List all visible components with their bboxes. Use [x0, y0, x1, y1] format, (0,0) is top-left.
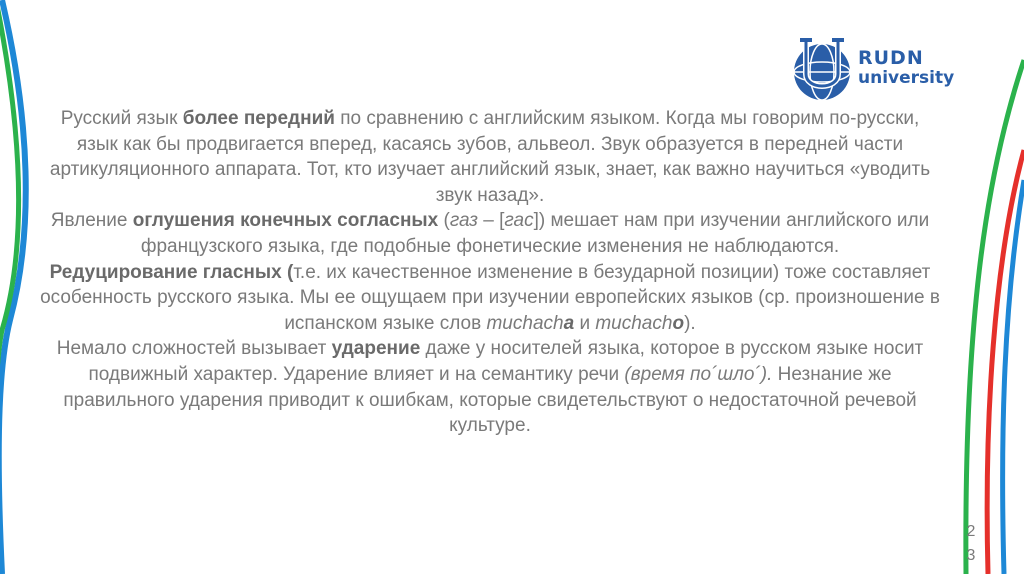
paragraph-1: Русский язык более передний по сравнению с английским языком. Когда мы говорим по-русски, язык как бы продвигается вперед, касаясь зубов, альвеол. Звук образуется в передней части артикуляционного аппарата. Тот, кто изучает английский язык, знает, как важно научиться «уводить звук назад». — [49, 108, 931, 206]
paragraph-3: Редуцирование гласных (т.е. их качественное изменение в безударной позиции) тоже составляет особенность русского языка. Мы ее ощущаем при изучении европейских языков (ср. произношение в испанском языке слов muchacha и muchacho). — [40, 261, 940, 334]
slide-body-text — [40, 106, 940, 439]
decorative-curves-left — [0, 0, 40, 574]
paragraph-4: Немало сложностей вызывает ударение даже у носителей языка, которое в русском языке носит подвижный характер. Ударение влияет и на семантику речи (время по´шло´). Незнание же правильного ударения приводит к ошибкам, которые свидетельствуют о недостаточной речевой культуре. — [56, 338, 924, 437]
rudn-logo — [792, 34, 992, 110]
logo-text-university: university — [858, 68, 955, 88]
paragraph-2: Явление оглушения конечных согласных (газ – [гас]) мешает нам при изучении английского или французского языка, где подобные фонетические изменения не наблюдаются. — [50, 210, 930, 257]
logo-text-rudn: RUDN — [858, 47, 924, 69]
slide-page-number: 2 3 — [966, 523, 976, 564]
globe-logo-icon — [792, 34, 854, 104]
